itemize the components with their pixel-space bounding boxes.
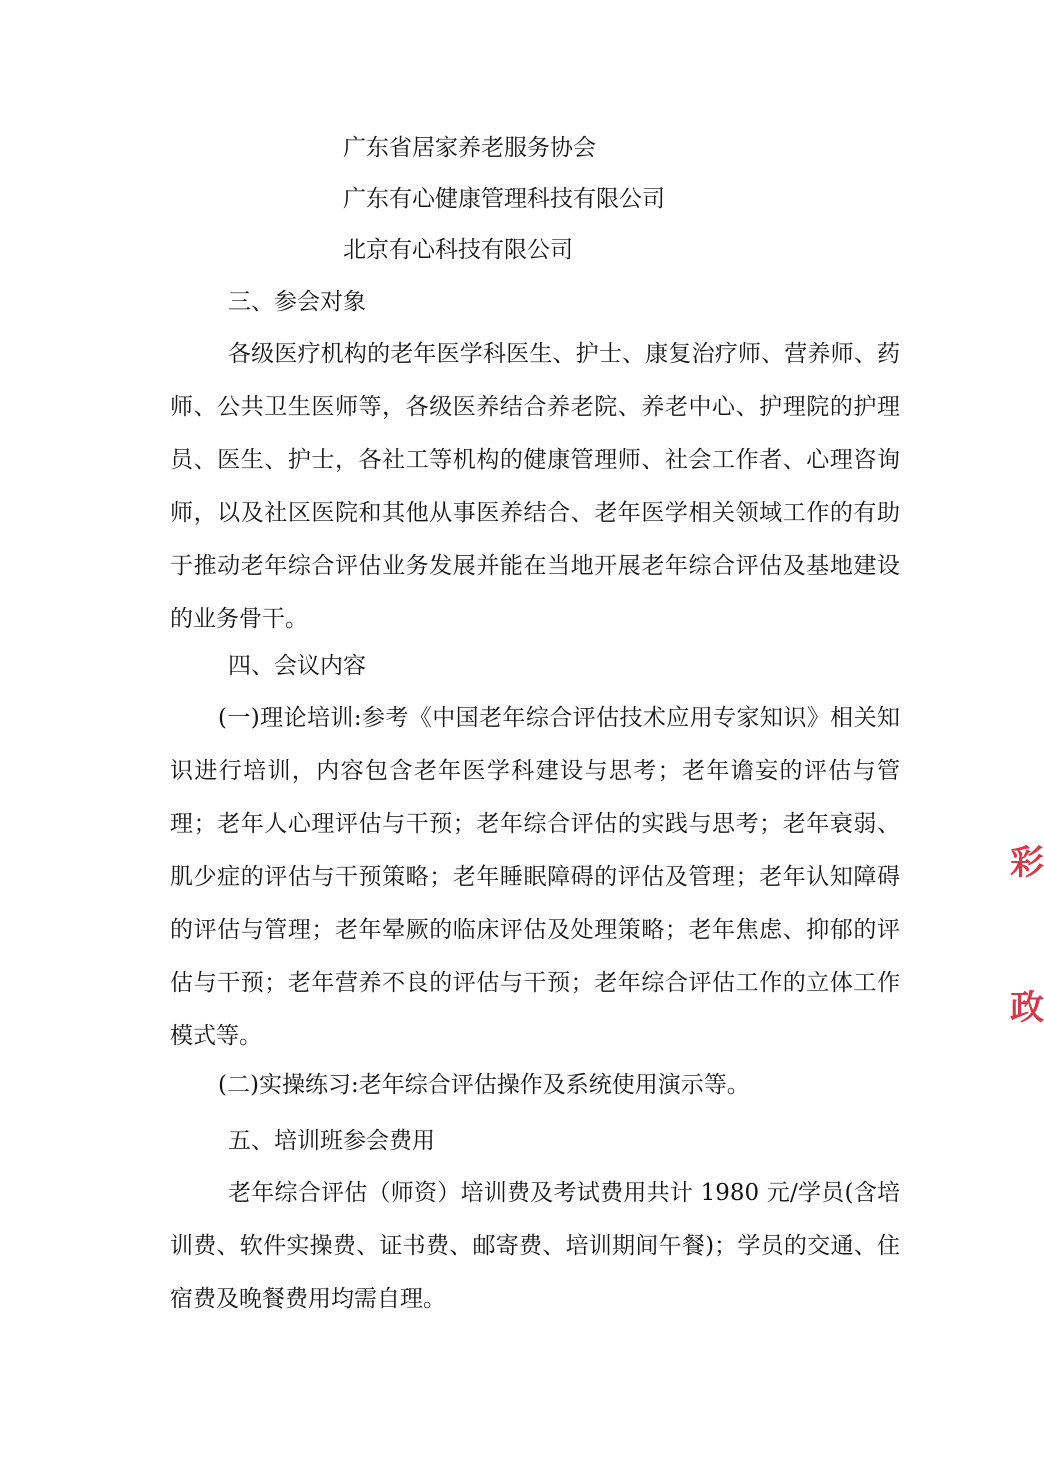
content-heading: 四、会议内容 (228, 653, 366, 679)
seal-fragment-top: 彩 (1010, 843, 1044, 883)
fees-text: 老年综合评估（师资）培训费及考试费用共计 1980 元/学员(含培训费、软件实操费、证书费、邮寄费、培训期间午餐)；学员的交通、住宿费及晚餐费用均需自理。 (170, 1180, 900, 1312)
theory-text: (一)理论培训:参考《中国老年综合评估技术应用专家知识》相关知识进行培训，内容包含老年医学科建设与思考；老年谵妄的评估与管理；老年人心理评估与干预；老年综合评估的实践与思考；老年衰弱、肌少症的评估与干预策略；老年睡眠障碍的评估及管理；老年认知障碍的评估与管理；老年晕厥的临床评估及处理策略；老年焦虑、抑郁的评估与干预；老年营养不良的评估与干预；老年综合评估工作的立体工作模式等。 (170, 705, 900, 1049)
fees-heading: 五、培训班参会费用 (228, 1128, 435, 1154)
practice-body (170, 1059, 900, 1112)
participants-text: 各级医疗机构的老年医学科医生、护士、康复治疗师、营养师、药师、公共卫生医师等，各级医养结合养老院、养老中心、护理院的护理员、医生、护士，各社工等机构的健康管理师、社会工作者、心理咨询师，以及社区医院和其他从事医养结合、老年医学相关领域工作的有助于推动老年综合评估业务发展并能在当地开展老年综合评估及基地建设的业务骨干。 (170, 341, 900, 632)
seal-fragment-bottom: 政 (1010, 988, 1044, 1028)
participants-heading: 三、参会对象 (228, 289, 366, 315)
organization-3: 北京有心科技有限公司 (343, 237, 573, 263)
participants-body (170, 328, 900, 646)
fees-body (170, 1167, 900, 1326)
organization-2: 广东有心健康管理科技有限公司 (343, 186, 665, 212)
practice-text: (二)实操练习:老年综合评估操作及系统使用演示等。 (218, 1072, 750, 1098)
theory-body (170, 692, 900, 1063)
organization-1: 广东省居家养老服务协会 (343, 135, 596, 161)
